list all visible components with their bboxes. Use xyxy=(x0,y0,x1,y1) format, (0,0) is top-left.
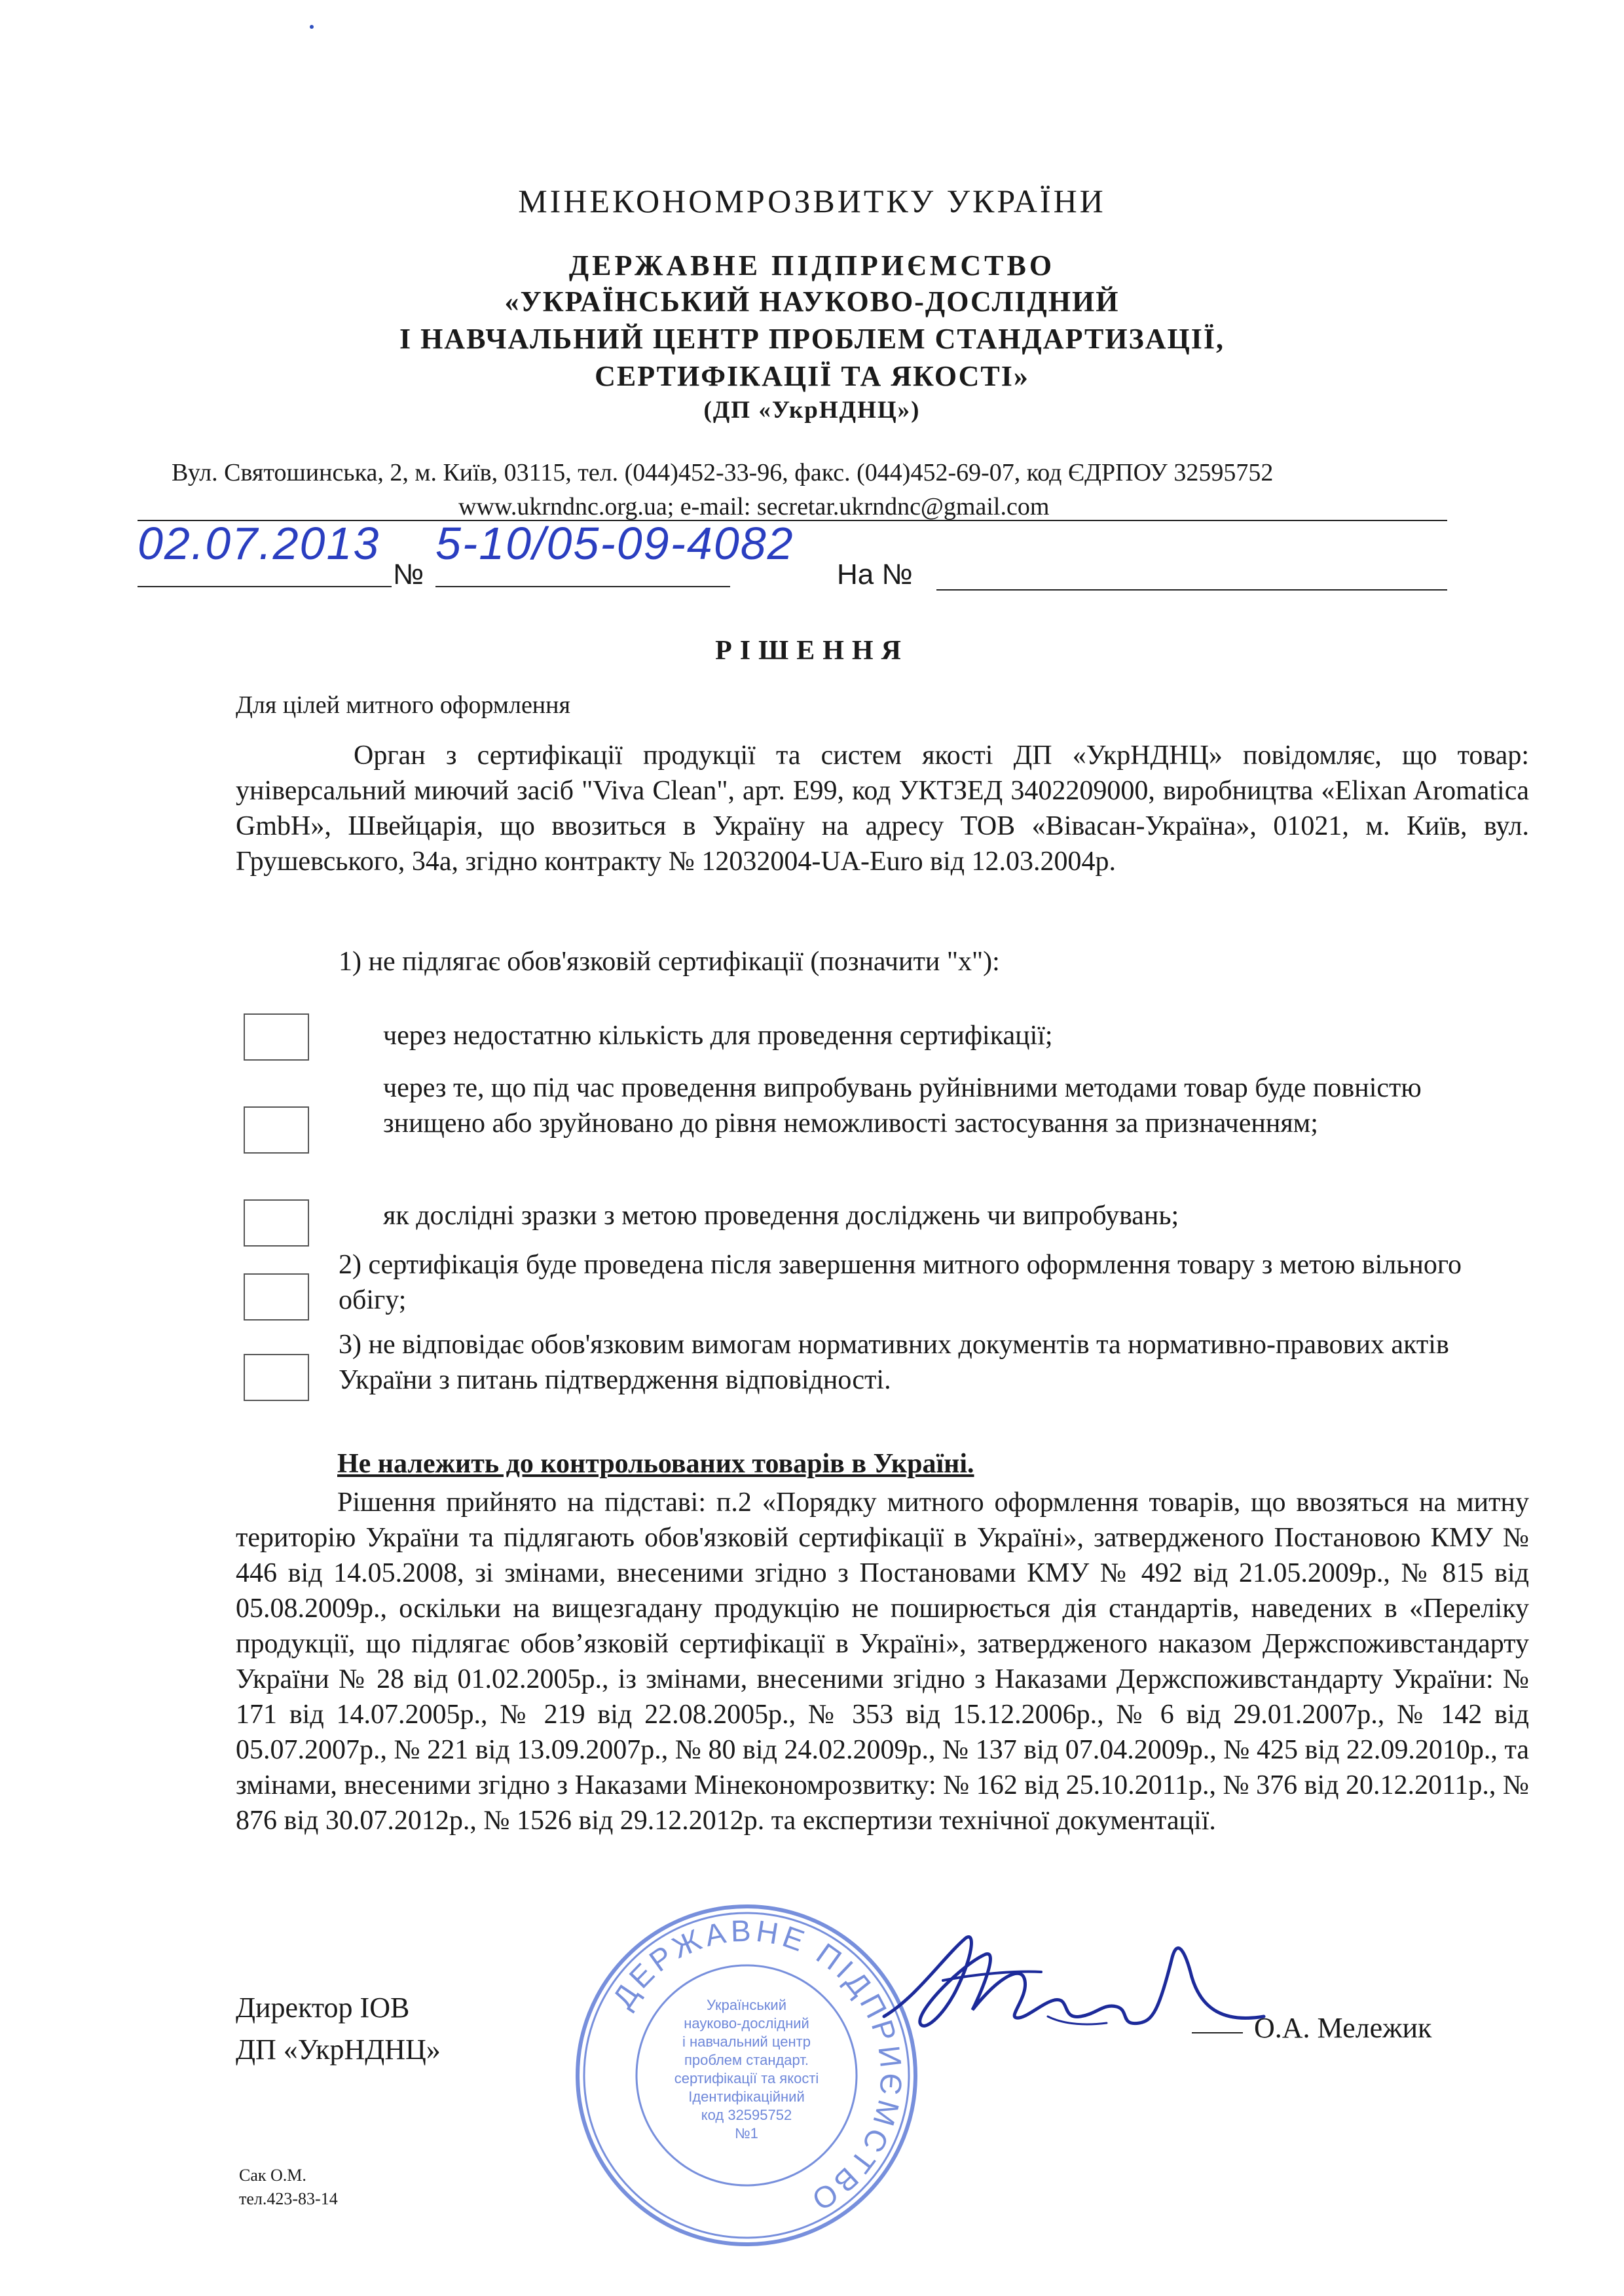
outgoing-number-label: № xyxy=(393,558,424,591)
clause-3: 3) не відповідає обов'язковим вимогам нормативних документів та нормативно-правових актів України з питань підтвердження відповідності. xyxy=(339,1330,1449,1395)
executor-info xyxy=(239,2164,338,2211)
stamp-text-line: проблем стандарт. xyxy=(684,2052,809,2068)
document-title: РІШЕННЯ xyxy=(715,636,909,666)
checkbox-research-samples[interactable] xyxy=(244,1199,309,1247)
scan-speck xyxy=(310,25,314,29)
org-line-1: ДЕРЖАВНЕ ПІДПРИЄМСТВО xyxy=(568,249,1056,282)
clause-2: 2) сертифікація буде проведена після завершення митного оформлення товару з метою вільного обігу; xyxy=(339,1250,1462,1315)
basis-paragraph: Рішення прийнято на підставі: п.2 «Порядку митного оформлення товарів, що ввозяться на митну територію України та підлягають обов'язковій сертифікації в Україні», затвердженого Постановою КМУ № 446 від 14.05.2008, зі змінами, внесеними згідно з Постановами КМУ № 492 від 21.05.2009р., № 815 від 05.08.2009р., оскільки на вищезгадану продукцію не поширюється дія стандартів, наведених в «Переліку продукції, що підлягає обов’язковій сертифікації в Україні», затвердженого наказом Держспоживстандарту України № 28 від 01.02.2005р., із змінами, внесеними згідно з Наказами Держспоживстандарту України: № 171 від 14.07.2005р., № 219 від 22.08.2005р., № 353 від 15.12.2006р., № 6 від 29.01.2007р., № 142 від 05.07.2007р., № 221 від 13.09.2007р., № 80 від 24.02.2009р., № 137 від 07.04.2009р., № 425 від 22.09.2010р., та змінами, внесеними згідно з Наказами Мінекономрозвитку: № 162 від 25.10.2011р., № 376 від 20.12.2011р., № 876 від 30.07.2012р., № 1526 від 29.12.2012р. та експертизи технічної документації. xyxy=(236,1487,1529,1836)
handwritten-outgoing-number: 5-10/05-09-4082 xyxy=(435,518,794,569)
stamp-text-line: сертифікації та якості xyxy=(674,2070,819,2086)
org-line-2: «УКРАЇНСЬКИЙ НАУКОВО-ДОСЛІДНИЙ xyxy=(504,285,1120,318)
stamp-text-line: Український xyxy=(706,1997,787,2013)
org-line-4: СЕРТИФІКАЦІЇ ТА ЯКОСТІ» xyxy=(595,360,1029,392)
org-short-name: (ДП «УкрНДНЦ») xyxy=(703,397,921,424)
option-insufficient-quantity: через недостатню кількість для проведення сертифікації; xyxy=(383,1021,1053,1051)
stamp-text-line: науково-дослідний xyxy=(684,2015,809,2032)
stamp-ring-text: ДЕРЖАВНЕ ПІДПРИЄМСТВО xyxy=(605,1913,909,2220)
checkbox-clause-3[interactable] xyxy=(244,1354,309,1401)
number-underline xyxy=(435,586,730,587)
checkbox-clause-2[interactable] xyxy=(244,1273,309,1321)
signatory-position xyxy=(236,1987,441,2071)
purpose-line: Для цілей митного оформлення xyxy=(236,691,570,719)
ministry-name: МІНЕКОНОМРОЗВИТКУ УКРАЇНИ xyxy=(518,183,1106,219)
stamp-text-line: код 32595752 xyxy=(701,2107,792,2123)
reply-number-underline xyxy=(936,589,1447,591)
checkbox-destructive-testing[interactable] xyxy=(244,1106,309,1154)
org-address: Вул. Святошинська, 2, м. Київ, 03115, тел. (044)452-33-96, факс. (044)452-69-07, код ЄДРПОУ 32595752 xyxy=(172,459,1274,486)
reply-number-label: На № xyxy=(837,558,913,591)
handwritten-signature xyxy=(845,1918,1290,2069)
checkbox-insufficient-quantity[interactable] xyxy=(244,1013,309,1061)
option-destructive-testing: через те, що під час проведення випробувань руйнівними методами товар буде повністю знищено або зруйновано до рівня неможливості застосування за призначенням; xyxy=(383,1073,1422,1139)
clause-1: 1) не підлягає обов'язковій сертифікації (позначити "х"): xyxy=(339,947,1000,977)
stamp-text-line: і навчальний центр xyxy=(682,2033,811,2050)
handwritten-date: 02.07.2013 xyxy=(138,518,380,569)
stamp-text-line: Ідентифікаційний xyxy=(688,2088,805,2105)
executor-name: Сак О.М. xyxy=(239,2166,306,2185)
option-research-samples: як дослідні зразки з метою проведення досліджень чи випробувань; xyxy=(383,1201,1179,1231)
date-underline xyxy=(138,586,392,587)
signatory-position-line-2: ДП «УкрНДНЦ» xyxy=(236,2033,441,2066)
stamp-text-line: №1 xyxy=(735,2125,758,2141)
org-web-email: www.ukrndnc.org.ua; e-mail: secretar.ukrndnc@gmail.com xyxy=(458,493,1050,520)
signatory-name: О.А. Мележик xyxy=(1254,2012,1432,2044)
not-controlled-statement: Не належить до контрольованих товарів в Україні. xyxy=(337,1449,974,1479)
org-line-3: І НАВЧАЛЬНИЙ ЦЕНТР ПРОБЛЕМ СТАНДАРТИЗАЦІЇ, xyxy=(399,323,1225,355)
executor-phone: тел.423-83-14 xyxy=(239,2189,338,2208)
intro-paragraph: Орган з сертифікації продукції та систем якості ДП «УкрНДНЦ» повідомляє, що товар: універсальний миючий засіб "Viva Clean", арт. E99, код УКТЗЕД 3402209000, виробництва «Elixan Aromatica GmbH», Швейцарія, що ввозиться в Україну на адресу ТОВ «Вівасан-Україна», 01021, м. Київ, вул. Грушевського, 34а, згідно контракту № 12032004-UA-Euro від 12.03.2004р. xyxy=(236,740,1529,877)
signatory-position-line-1: Директор ІОВ xyxy=(236,1992,410,2024)
